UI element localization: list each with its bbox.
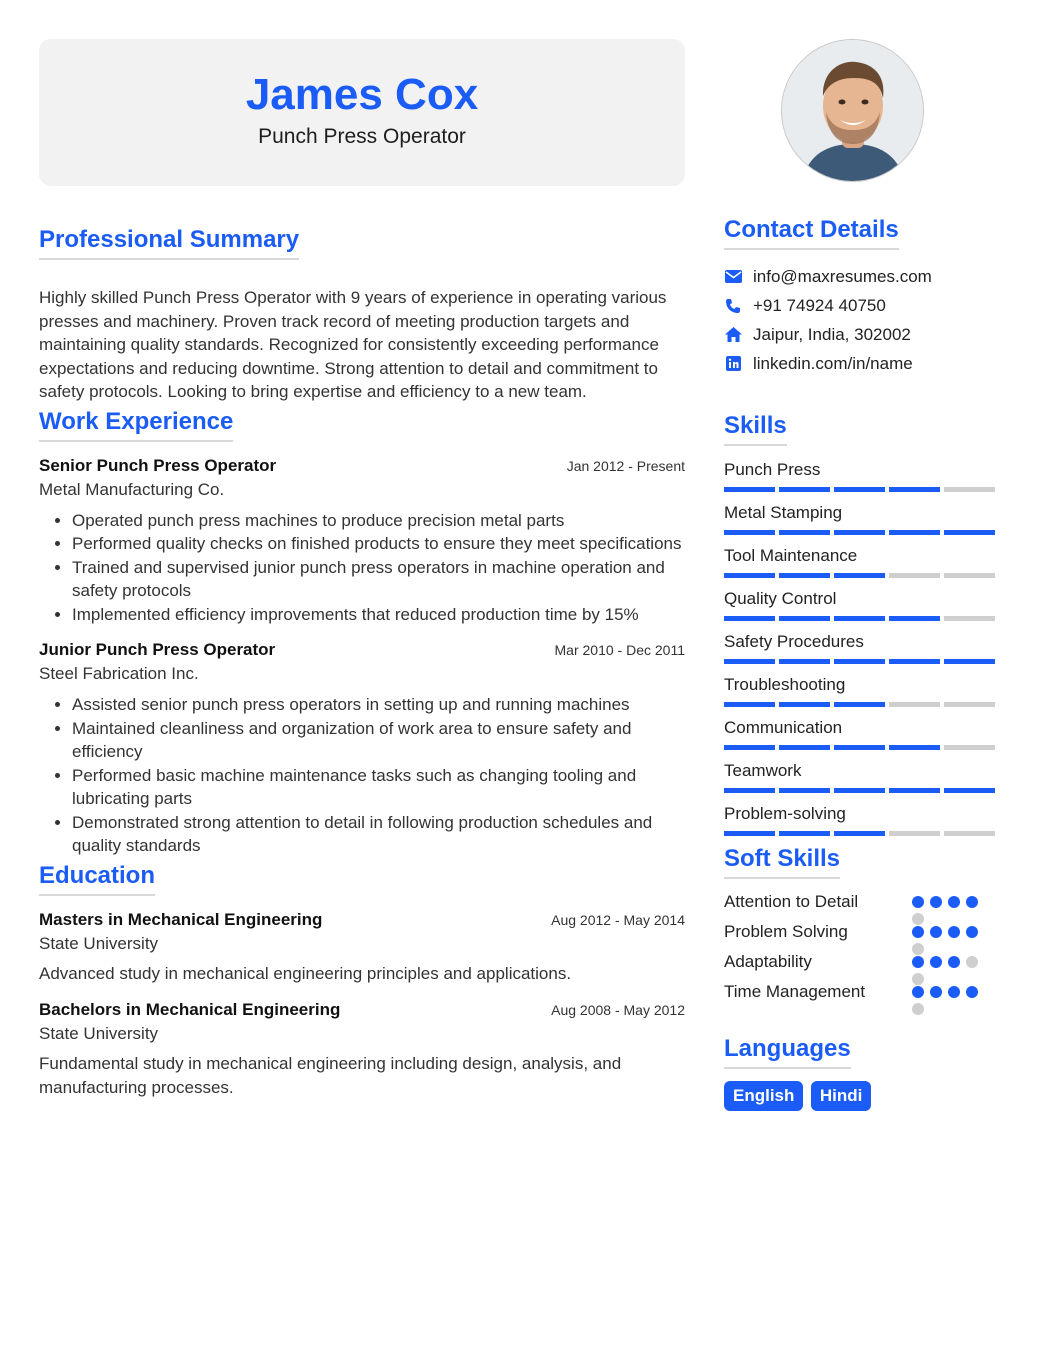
skill-level-segment bbox=[944, 487, 995, 492]
skill-label: Communication bbox=[724, 718, 843, 737]
soft-skill-item bbox=[724, 921, 1004, 951]
education-entry bbox=[39, 1000, 685, 1100]
job-date: Jan 2012 - Present bbox=[566, 457, 685, 474]
skill-item bbox=[724, 460, 1004, 503]
skill-level-segment bbox=[834, 659, 885, 664]
section-title-soft-skills: Soft Skills bbox=[724, 845, 840, 879]
avatar-photo bbox=[782, 40, 924, 182]
skill-level-segment bbox=[724, 616, 775, 621]
skill-level-segment bbox=[944, 831, 995, 836]
section-title-education: Education bbox=[39, 862, 155, 896]
soft-skill-item bbox=[724, 981, 1004, 1011]
avatar bbox=[781, 39, 924, 182]
skill-level-segment bbox=[779, 788, 830, 793]
skill-level-bar bbox=[724, 702, 1004, 707]
contact-linkedin-text: linkedin.com/in/name bbox=[753, 353, 913, 373]
rating-dot bbox=[948, 956, 960, 968]
skill-label: Teamwork bbox=[724, 761, 802, 780]
skill-level-segment bbox=[834, 616, 885, 621]
contact-email[interactable] bbox=[724, 262, 1004, 291]
skill-level-segment bbox=[834, 702, 885, 707]
skill-level-segment bbox=[834, 530, 885, 535]
school-name: State University bbox=[39, 1023, 159, 1043]
skill-level-segment bbox=[889, 745, 940, 750]
school-name: State University bbox=[39, 933, 159, 953]
skill-level-segment bbox=[944, 616, 995, 621]
skill-item bbox=[724, 632, 1004, 675]
skill-level-segment bbox=[944, 530, 995, 535]
soft-skill-rating bbox=[912, 921, 1000, 955]
rating-dot bbox=[912, 956, 924, 968]
skill-level-segment bbox=[834, 745, 885, 750]
skill-level-segment bbox=[889, 573, 940, 578]
skill-level-bar bbox=[724, 831, 1004, 836]
skill-level-bar bbox=[724, 659, 1004, 664]
rating-dot bbox=[930, 926, 942, 938]
summary-text: Highly skilled Punch Press Operator with 9 years of experience in operating various presses and machinery. Proven track record of meeting production targets and maintaining quality standards. Recognized for consistently exceeding performance expectations and reducing downtime. Strong attention to detail and commitment to safety protocols. Looking to bring expertise and efficiency to a new team. bbox=[39, 288, 667, 401]
phone-icon bbox=[724, 297, 742, 315]
skill-level-bar bbox=[724, 487, 1004, 492]
skill-level-bar bbox=[724, 788, 1004, 793]
soft-skill-rating bbox=[912, 891, 1000, 925]
skill-level-segment bbox=[779, 659, 830, 664]
contact-section bbox=[724, 216, 1004, 378]
rating-dot bbox=[948, 926, 960, 938]
skill-item bbox=[724, 718, 1004, 761]
bullet-item: • Assisted senior punch press operators in setting up and running machines bbox=[72, 693, 685, 717]
summary-section bbox=[39, 226, 685, 404]
skill-level-segment bbox=[889, 530, 940, 535]
soft-skill-label: Attention to Detail bbox=[724, 892, 859, 911]
rating-dot bbox=[966, 956, 978, 968]
degree-title: Masters in Mechanical Engineering bbox=[39, 909, 323, 929]
section-title-summary: Professional Summary bbox=[39, 226, 299, 260]
skill-level-segment bbox=[724, 831, 775, 836]
rating-dot bbox=[966, 896, 978, 908]
degree-title: Bachelors in Mechanical Engineering bbox=[39, 999, 341, 1019]
soft-skills-section bbox=[724, 845, 1004, 1011]
bullet-item: • Implemented efficiency improvements that reduced production time by 15% bbox=[72, 603, 685, 627]
skill-item bbox=[724, 589, 1004, 632]
education-section bbox=[39, 862, 685, 1100]
rating-dot bbox=[930, 986, 942, 998]
rating-dot bbox=[966, 986, 978, 998]
skill-level-segment bbox=[889, 659, 940, 664]
rating-dot bbox=[912, 926, 924, 938]
contact-linkedin[interactable] bbox=[724, 349, 1004, 378]
job-entry bbox=[39, 640, 685, 858]
skill-level-segment bbox=[834, 788, 885, 793]
skill-level-segment bbox=[779, 487, 830, 492]
job-title: Junior Punch Press Operator bbox=[39, 640, 276, 659]
skill-level-segment bbox=[779, 831, 830, 836]
contact-location-text: Jaipur, India, 302002 bbox=[753, 324, 911, 344]
skill-level-segment bbox=[724, 745, 775, 750]
skill-level-segment bbox=[834, 831, 885, 836]
skill-label: Metal Stamping bbox=[724, 503, 843, 522]
bullet-item: • Operated punch press machines to produce precision metal parts bbox=[72, 509, 685, 533]
job-bullets bbox=[39, 509, 685, 627]
rating-dot bbox=[912, 896, 924, 908]
skill-level-segment bbox=[834, 573, 885, 578]
skill-level-segment bbox=[944, 573, 995, 578]
skill-level-segment bbox=[889, 831, 940, 836]
skill-level-segment bbox=[779, 573, 830, 578]
right-column bbox=[724, 39, 1004, 1111]
bullet-item: • Demonstrated strong attention to detail in following production schedules and quality standards bbox=[72, 811, 685, 858]
skill-level-segment bbox=[889, 788, 940, 793]
language-badge: Hindi bbox=[811, 1081, 872, 1111]
header-box bbox=[39, 39, 685, 186]
bullet-item: • Trained and supervised junior punch press operators in machine operation and safety protocols bbox=[72, 556, 685, 603]
skill-label: Safety Procedures bbox=[724, 632, 864, 651]
education-entry bbox=[39, 910, 685, 986]
rating-dot bbox=[948, 896, 960, 908]
skill-label: Troubleshooting bbox=[724, 675, 846, 694]
linkedin-icon bbox=[724, 355, 742, 373]
skill-level-segment bbox=[944, 659, 995, 664]
job-entry bbox=[39, 456, 685, 627]
skill-label: Punch Press bbox=[724, 460, 821, 479]
section-title-experience: Work Experience bbox=[39, 408, 233, 442]
rating-dot bbox=[912, 986, 924, 998]
skill-level-segment bbox=[889, 702, 940, 707]
soft-skill-label: Adaptability bbox=[724, 952, 812, 971]
bullet-item: • Performed basic machine maintenance tasks such as changing tooling and lubricating parts bbox=[72, 764, 685, 811]
contact-phone[interactable] bbox=[724, 291, 1004, 320]
skill-level-segment bbox=[834, 487, 885, 492]
bullet-item: • Maintained cleanliness and organization of work area to ensure safety and efficiency bbox=[72, 717, 685, 764]
rating-dot bbox=[930, 896, 942, 908]
skill-level-segment bbox=[724, 573, 775, 578]
skill-level-bar bbox=[724, 573, 1004, 578]
home-icon bbox=[724, 326, 742, 344]
education-description: Fundamental study in mechanical engineering including design, analysis, and manufacturing processes. bbox=[39, 1053, 622, 1097]
skill-level-segment bbox=[944, 788, 995, 793]
skill-item bbox=[724, 761, 1004, 804]
rating-dot bbox=[930, 956, 942, 968]
skill-label: Tool Maintenance bbox=[724, 546, 858, 565]
soft-skill-rating bbox=[912, 981, 1000, 1015]
skill-level-segment bbox=[724, 659, 775, 664]
skill-level-segment bbox=[779, 530, 830, 535]
skill-level-segment bbox=[944, 702, 995, 707]
skill-item bbox=[724, 546, 1004, 589]
section-title-languages: Languages bbox=[724, 1035, 851, 1069]
skill-level-segment bbox=[724, 530, 775, 535]
skill-label: Problem-solving bbox=[724, 804, 846, 823]
skills-list bbox=[724, 460, 1004, 847]
experience-section bbox=[39, 408, 685, 858]
education-date: Aug 2012 - May 2014 bbox=[551, 911, 685, 928]
education-description: Advanced study in mechanical engineering principles and applications. bbox=[39, 963, 572, 983]
candidate-title: Punch Press Operator bbox=[258, 125, 466, 148]
bullet-item: • Performed quality checks on finished products to ensure they meet specifications bbox=[72, 532, 685, 556]
skill-level-segment bbox=[889, 616, 940, 621]
skill-level-segment bbox=[724, 702, 775, 707]
left-column bbox=[39, 39, 685, 1100]
skill-item bbox=[724, 804, 1004, 847]
section-title-skills: Skills bbox=[724, 412, 787, 446]
soft-skills-list bbox=[724, 891, 1004, 1011]
skill-level-bar bbox=[724, 530, 1004, 535]
skill-level-segment bbox=[724, 788, 775, 793]
candidate-name: James Cox bbox=[245, 70, 479, 119]
company-name: Steel Fabrication Inc. bbox=[39, 664, 199, 683]
envelope-icon bbox=[724, 268, 742, 286]
rating-dot bbox=[948, 986, 960, 998]
contact-location bbox=[724, 320, 1004, 349]
rating-dot bbox=[912, 1003, 924, 1015]
job-title: Senior Punch Press Operator bbox=[39, 455, 277, 475]
rating-dot bbox=[966, 926, 978, 938]
language-list bbox=[724, 1081, 1004, 1111]
skill-item bbox=[724, 675, 1004, 718]
language-badge: English bbox=[724, 1081, 803, 1111]
skill-level-segment bbox=[779, 702, 830, 707]
skill-level-bar bbox=[724, 745, 1004, 750]
company-name: Metal Manufacturing Co. bbox=[39, 479, 225, 499]
skill-label: Quality Control bbox=[724, 589, 837, 608]
skill-level-bar bbox=[724, 616, 1004, 621]
education-date: Aug 2008 - May 2012 bbox=[551, 1001, 685, 1018]
skill-level-segment bbox=[889, 487, 940, 492]
section-title-contact: Contact Details bbox=[724, 216, 899, 250]
job-date: Mar 2010 - Dec 2011 bbox=[554, 642, 685, 658]
skill-item bbox=[724, 503, 1004, 546]
soft-skill-rating bbox=[912, 951, 1000, 985]
soft-skill-label: Problem Solving bbox=[724, 922, 848, 941]
contact-email-text: info@maxresumes.com bbox=[753, 266, 932, 286]
skill-level-segment bbox=[724, 487, 775, 492]
skill-level-segment bbox=[779, 616, 830, 621]
skill-level-segment bbox=[779, 745, 830, 750]
soft-skill-item bbox=[724, 891, 1004, 921]
contact-phone-text: +91 74924 40750 bbox=[753, 295, 886, 315]
job-bullets bbox=[39, 693, 685, 858]
soft-skill-label: Time Management bbox=[724, 982, 866, 1001]
skill-level-segment bbox=[944, 745, 995, 750]
skills-section bbox=[724, 412, 1004, 847]
languages-section bbox=[724, 1035, 1004, 1111]
soft-skill-item bbox=[724, 951, 1004, 981]
